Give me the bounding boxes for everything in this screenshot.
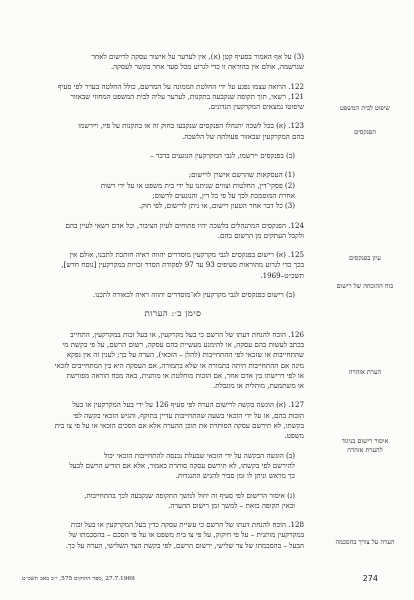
- section-125: [42, 250, 304, 281]
- text-line: (ב) רישום בפנקסים לגבי מקרקעין לא־מוסדרים יהווה ראיה לכאורה לתכנו.: [92, 290, 295, 300]
- section-128: [42, 520, 304, 551]
- margin-note: הערת אזהרה: [348, 368, 382, 376]
- text-line: שהתחייבות או שזכאי לפי ההתחייבות (להלן – הזכאי), הערה על כך; לענין זה אין נפקא: [66, 350, 304, 360]
- page-footer: [22, 576, 396, 586]
- text-line: (ב) הוגשה הבקשה על ידי הזכאי שבעלת נכנסה להתחייבות הזכאי יכול: [104, 450, 295, 460]
- subsection: [42, 491, 304, 512]
- section-126: [42, 330, 304, 392]
- text-line: מינה אם ההתחייבות היתה בתמורה או שלא בתמורה, אם העסקה היא בין המתחייבים לזכאי: [54, 360, 304, 370]
- subsection: [42, 290, 304, 300]
- text-line: (3) כל דבר אחר הטעון רישום, או ניתן לרישום, לפי חוק.: [138, 201, 295, 211]
- text-line: שנרשמה, אולם אין בהוראה זו כדי לגרוע מכל סעד אחר בקשר לעסקה.: [110, 62, 304, 72]
- text-line: 128. הוכח להנחת דעתו של הרשם כי עשיית עסקה כדין בעל המקרקעין או בעל זכות: [70, 520, 304, 530]
- text-line: (2) פסקי־דין, החלטות וצווים שניתנו על ידי בית משפט או על ידי רשות: [100, 180, 295, 190]
- text-line: 125. (א) רישום בפנקסים לגבי מקרקעין מוסדרים יהווה ראיה חותכת לתכנו, אולם אין: [69, 250, 304, 260]
- text-line: (3) על אף האמור בסעיף קטן (א), אין לערער על אישור עסקה לרישום לאחר: [91, 52, 304, 61]
- chapter-heading: סימן ב׳: הערות: [144, 309, 202, 320]
- margin-note: עיון בפנקסים: [349, 254, 381, 262]
- text-line: בקשתו, לא תירשם עסקה הסותרת את תוכן ההערה אלא אם הסכים הזכאי או על פי צו בית: [54, 421, 304, 431]
- section-123: [42, 121, 304, 142]
- page-number: 274: [362, 574, 378, 583]
- text-line: הבעל – בהסכמתו של צד שלישי, ירשום הרשם, לפי בקשת הצד השלישי, הערה על כך.: [65, 540, 304, 550]
- text-line: ולקבל העתקים מן הרשום בהם.: [217, 230, 304, 240]
- text-line: או משתמעת, מותלית או מוגבלת.: [212, 381, 304, 391]
- text-line: בכך כדי לגרוע מהוראות סעיפים 93 עד 97 לפקודת הסדר זכויות במקרקעין [נוסח חדש],: [61, 260, 304, 270]
- text-line: (ג) איסור הרישום לפי סעיף זה יחול למשך התקופה שנקבעה לכך בהתחייבות,: [84, 490, 295, 500]
- text-line: (ב) בפנקסים יירשמו, לגבי המקרקעין הנוגעים בדבר –: [150, 151, 295, 161]
- text-line: הזכות בהם, או על ידי הזכאי בשעה שהתחייבות עדיין בתוקף, והגיש הזכאי בקשה לפי: [73, 410, 304, 420]
- text-line: בהם המקרקעין שבאזור פעולתה של הלשכה.: [181, 131, 304, 141]
- paragraph: [42, 52, 304, 73]
- margin-note: איסור רישום בניגוד להערת אזהרה: [341, 437, 389, 454]
- margin-note: הערה על צורך בהסכמה: [335, 538, 395, 546]
- text-line: 121, רשאי, תוך תקופה שנקבעה בתקנות, לערער עליה לבית המשפט המחוזי שבאזור: [70, 91, 304, 101]
- text-line: שיפוטו נמצאים המקרקעין הנדונים.: [208, 102, 304, 112]
- section-122: [42, 82, 304, 113]
- text-line: 122. הרואה עצמו נפגע על ידי החלטת הממונה על המרשם, כולל החלטה בערר לפי סעיף: [57, 81, 304, 91]
- text-line: אחרת המוסמכת לכך על פי כל דין, והנוגעים לרשום;: [152, 190, 295, 200]
- text-line: תשכ״ט–1969.: [260, 270, 304, 280]
- subsection: [42, 151, 304, 161]
- section-127: [42, 400, 304, 441]
- text-line: 126. הוכח להנחת דעתו של הרשם כי בעל מקרקעין, או בעל זכות במקרקעין, התחייב: [70, 329, 304, 339]
- margin-note: כוח ההוכחה של רישום: [336, 282, 394, 290]
- text-line: 124. הפנקסים המתנהלים בלשכה יהיו פתוחים לעיון הציבור, וכל אדם רשאי לעיין בהם: [65, 220, 304, 230]
- text-line: 123. (א) בכל לשכה יתנהלו הפנקסים שנקבעו בחוק זה או בתקנות על פיו, ויירשמו: [78, 121, 304, 131]
- text-line: או לפי דרישתו בין אדם אחר, אם הזכות מוחלטת או מותנית, באה מכח הוראה מפורשת: [66, 370, 304, 380]
- text-line: משפט.: [284, 431, 304, 441]
- section-124: [42, 221, 304, 242]
- gazette-reference: 27.7.1969 ,ספר החוקים 575, י״ב באב תשכ״ט: [22, 576, 135, 582]
- law-body: [42, 52, 304, 560]
- text-line: בכתב לעשות בהם עסקה, או להימנע מעשיית בהם עסקה, רשום הרשם, על פי בקשת מי: [62, 339, 304, 349]
- text-line: 127. (א) הוגשה בקשה לרישום הערה לפי סעיף 126 על ידי בעל המקרקעין או בעל: [72, 400, 304, 410]
- subsection-list: [42, 170, 304, 211]
- text-line: במקרקעין מותנית – על פי חיקוק, על פי צו בית משפט או על פי הסכם – בהסכמתו של: [68, 530, 304, 540]
- subsection: [42, 451, 304, 482]
- text-line: ובאין תקופה כזאת – למשך זמן רישום ההערה.: [168, 500, 295, 510]
- margin-note: שיפוט לבית המשפט: [340, 104, 390, 112]
- margin-note: הפנקסים: [354, 128, 376, 136]
- text-line: כך מראש וניתן לו זמן סביר להגיש התנגדות.: [175, 471, 295, 481]
- text-line: להירשם לפי בקשתו, לא תירשם עסקה סותרת כאמור, אלא אם הודיע הרשם לבעל: [69, 460, 295, 470]
- text-line: (1) העסקאות שהרשם אישרן לרישום;: [188, 170, 295, 180]
